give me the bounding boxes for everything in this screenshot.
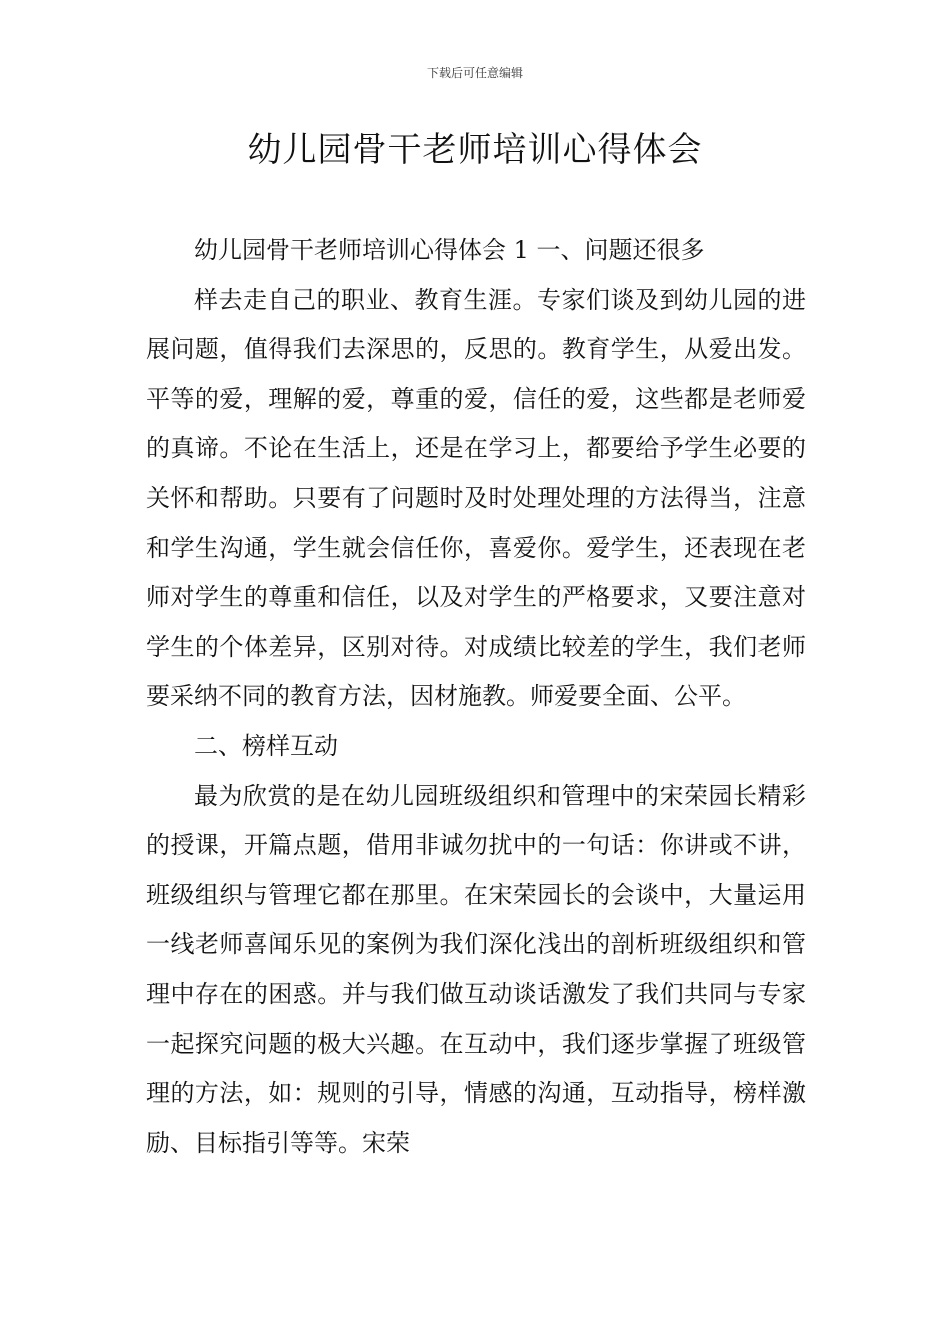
paragraph-4: 最为欣赏的是在幼儿园班级组织和管理中的宋荣园长精彩的授课，开篇点题，借用非诚勿扰中的一句话：你讲或不讲，班级组织与管理它都在那里。在宋荣园长的会谈中，大量运用一线老师喜闻乐见的案例为我们深化浅出的剖析班级组织和管理中存在的困惑。并与我们做互动谈话激发了我们共同与专家一起探究问题的极大兴趣。在互动中，我们逐步掌握了班级管理的方法，如：规则的引导，情感的沟通，互动指导，榜样激励、目标指引等等。宋荣 xyxy=(146,781,806,1157)
paragraph-3: 二、榜样互动 xyxy=(194,731,338,760)
document-body xyxy=(146,226,806,1168)
header-note: 下载后可任意编辑 xyxy=(426,66,523,80)
document-title: 幼儿园骨干老师培训心得体会 xyxy=(247,130,703,170)
paragraph-2: 样去走自己的职业、教育生涯。专家们谈及到幼儿园的进展问题，值得我们去深思的，反思的。教育学生，从爱出发。平等的爱，理解的爱，尊重的爱，信任的爱，这些都是老师爱的真谛。不论在生活上，还是在学习上，都要给予学生必要的关怀和帮助。只要有了问题时及时处理处理的方法得当，注意和学生沟通，学生就会信任你，喜爱你。爱学生，还表现在老师对学生的尊重和信任，以及对学生的严格要求，又要注意对学生的个体差异，区别对待。对成绩比较差的学生，我们老师要采纳不同的教育方法，因材施教。师爱要全面、公平。 xyxy=(146,285,806,711)
paragraph-1: 幼儿园骨干老师培训心得体会 1 一、问题还很多 xyxy=(194,236,705,264)
